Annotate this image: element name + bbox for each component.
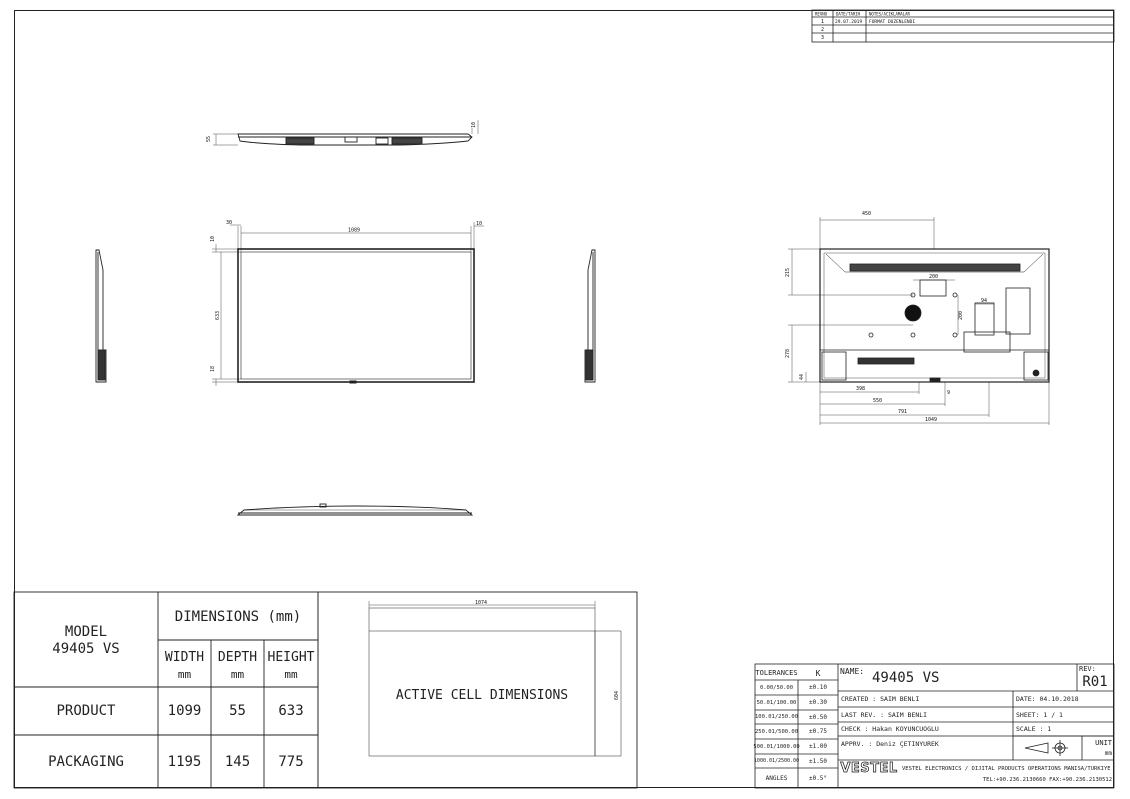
rear-dim-94: 94 [981,298,988,304]
rev-row-no: 3 [821,35,825,41]
col-depth-label: DEPTH [217,649,258,665]
rev-header-notes: NOTES/ACIKLAMALAR [869,11,910,17]
front-top-offset-dim: 10 [210,235,216,242]
left-side-view [96,250,106,382]
tol-range: 500.01/1000.00 [753,743,800,750]
rear-dim-550: 550 [873,398,883,404]
model-label: MODEL [64,624,108,640]
rev-value: R01 [1082,673,1108,690]
product-height: 633 [278,703,304,719]
tol-value: ±0.10 [808,684,828,691]
front-left-offset-dim: 30 [226,220,233,226]
unit-label: UNIT [1095,739,1112,747]
rear-dim-200-horizontal: 200 [929,274,939,280]
col-height-label: HEIGHT [267,649,315,665]
row-packaging-label: PACKAGING [48,753,124,770]
tol-value: ±0.30 [808,699,828,706]
rev-header-no: REVNO [815,11,828,17]
sheet-number: SHEET: 1 / 1 [1016,711,1063,719]
tol-range: 50.01/100.00 [756,699,797,706]
row-product-label: PRODUCT [56,703,116,719]
tol-value: ±0.50 [808,713,828,721]
front-right-offset-dim: 10 [476,221,483,227]
rear-dim-450: 450 [862,211,872,217]
product-depth: 55 [229,703,246,719]
tol-range: 250.01/500.00 [754,728,799,735]
top-view-thickness-dim: 10 [471,121,477,128]
col-width-label: WIDTH [164,649,205,665]
tol-value: ±1.00 [808,743,828,750]
bottom-view [238,504,472,515]
tol-range: ANGLES [765,774,788,782]
model-value: 49405 VS [52,641,120,657]
created-by: CREATED : SAIM BENLI [841,695,920,703]
active-cell-height-dim: 604 [614,690,620,700]
rear-dim-791: 791 [898,409,908,415]
tol-value: ±0.75 [808,728,828,735]
unit-value: mm [1104,749,1112,757]
active-cell-title: ACTIVE CELL DIMENSIONS [395,687,569,703]
product-width: 1099 [167,703,202,719]
rear-view [788,217,1049,425]
tol-range: 1000.01/2500.00 [753,758,800,764]
rear-dim-278: 278 [785,348,791,358]
drawing-name: 49405 VS [872,670,940,686]
col-height-unit: mm [284,667,298,681]
packaging-height: 775 [278,753,304,770]
front-width-dim: 1089 [348,227,361,234]
dimensions-header: DIMENSIONS (mm) [174,609,302,625]
drawing-scale: SCALE : 1 [1016,725,1052,733]
top-view [213,120,478,145]
rear-dim-9: 9 [947,390,951,396]
rev-row-note: FORMAT DUZENLENDI [869,20,916,25]
tolerances-label: TOLERANCES [755,669,798,677]
vestel-logo: VESTEL [840,761,898,776]
rev-row-no: 1 [821,19,825,25]
projection-symbol-icon [1025,740,1068,756]
front-view [212,222,484,386]
name-label: NAME: [840,666,865,676]
front-bottom-offset-dim: 18 [210,365,216,372]
company-name: VESTEL ELECTRONICS / DIJITAL PRODUCTS OPERATIONS MANISA/TURKIYE [902,766,1111,772]
rear-dim-1049: 1049 [925,417,938,423]
rev-row-date: 29.07.2019 [835,20,863,25]
right-side-view [585,250,595,382]
approved-by: APPRV. : Deniz ÇETINYUREK [841,740,939,748]
active-cell-width-dim: 1074 [475,600,488,606]
rear-dim-215: 215 [785,267,791,277]
front-height-dim: 633 [215,310,221,320]
drawing-date: DATE: 04.10.2018 [1016,695,1079,703]
tolerance-class: K [815,668,821,678]
checked-by: CHECK : Hakan KOYUNCUOGLU [841,725,939,733]
col-depth-unit: mm [230,667,245,681]
tol-range: 0.00/50.00 [759,684,794,691]
tol-value: ±1.50 [808,757,828,765]
rev-label: REV: [1079,665,1096,673]
company-contact: TEL:+90.236.2130660 FAX:+90.236.2130512 [982,777,1112,783]
col-width-unit: mm [177,667,192,681]
tol-range: 100.01/250.00 [754,714,799,720]
tol-value: ±0.5° [808,774,828,782]
rev-row-no: 2 [821,27,825,33]
packaging-width: 1195 [167,753,202,770]
rear-dim-44: 44 [799,373,805,380]
packaging-depth: 145 [224,753,251,770]
last-revised-by: LAST REV. : SAIM BENLI [841,711,928,719]
rev-header-date: DATE/TARIH [836,11,861,17]
top-view-depth-dim: 55 [206,135,212,142]
rear-dim-200-vertical: 200 [958,310,964,320]
rear-dim-398: 398 [856,386,866,392]
